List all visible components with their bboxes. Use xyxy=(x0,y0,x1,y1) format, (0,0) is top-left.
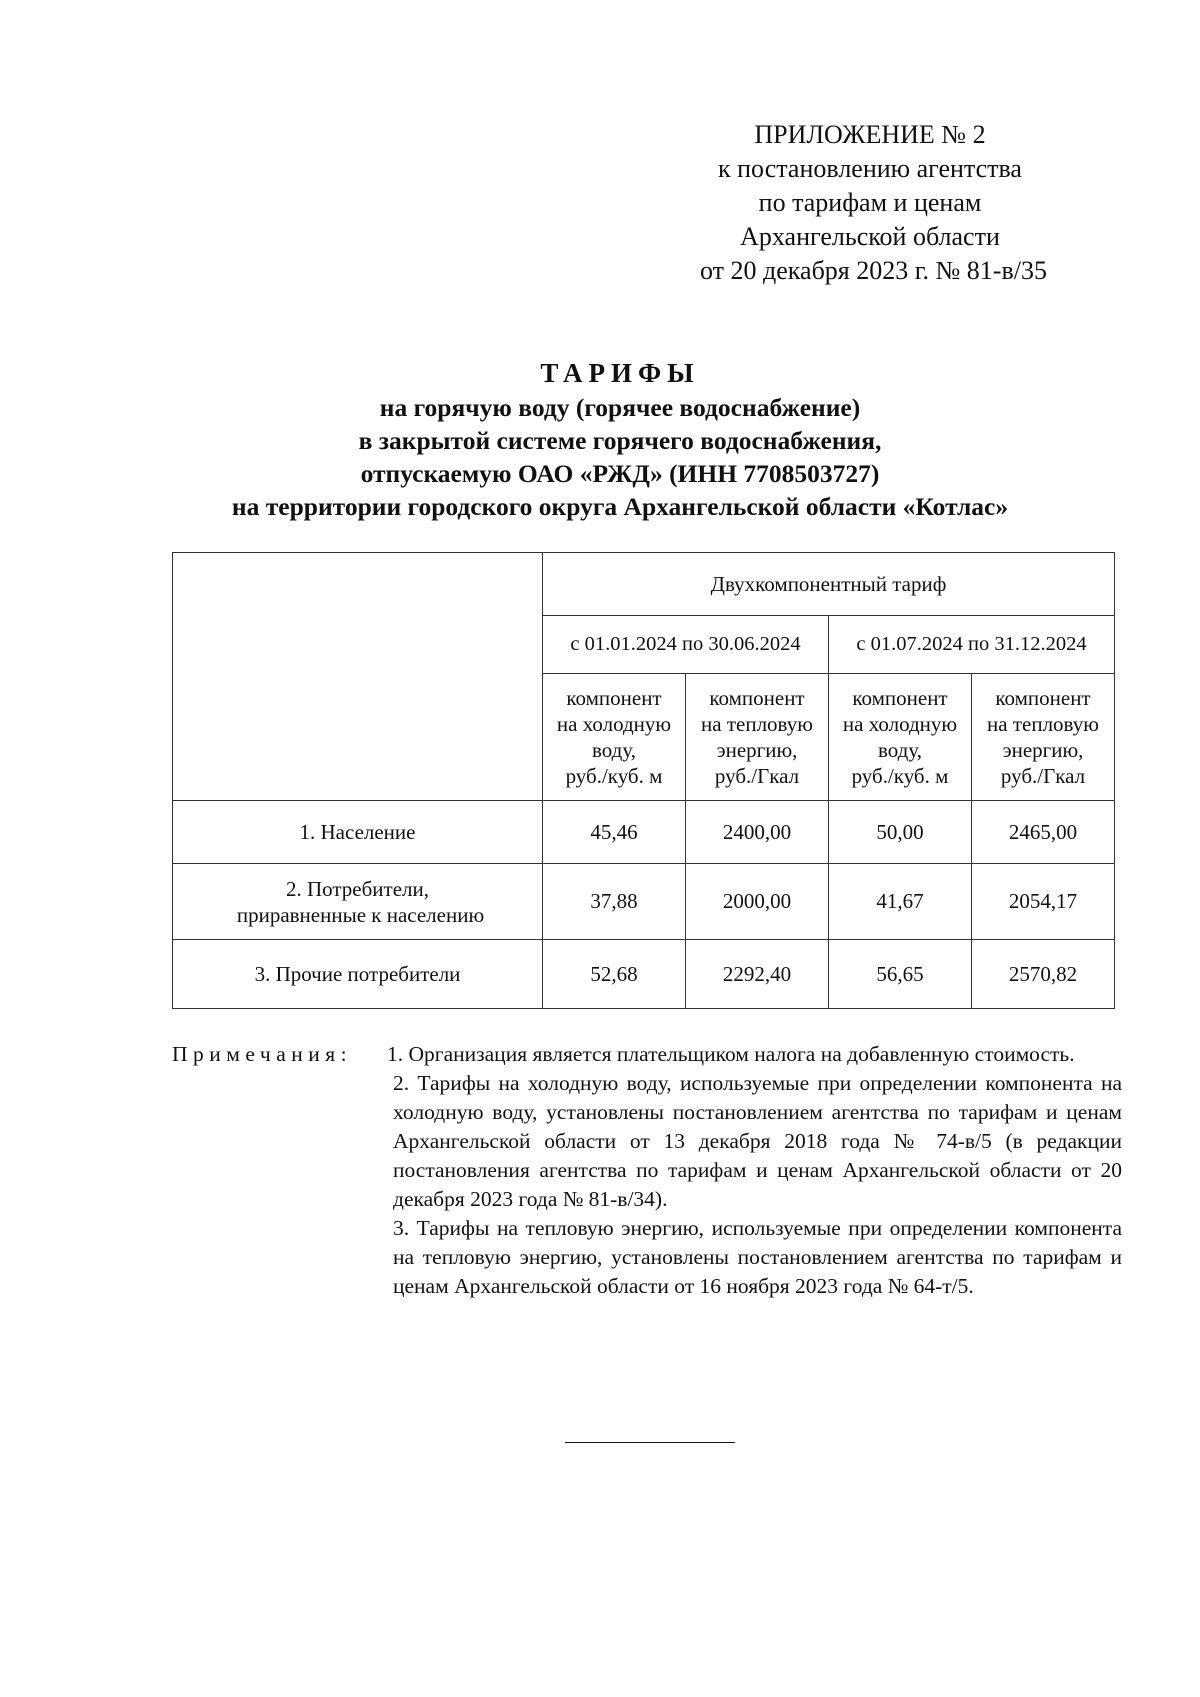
value-cell: 2000,00 xyxy=(686,864,829,940)
value-cell: 2054,17 xyxy=(972,864,1115,940)
value-cell: 52,68 xyxy=(543,940,686,1009)
component-header-line: энергию, xyxy=(716,738,798,762)
table-row xyxy=(173,801,1115,864)
component-header-line: компонент xyxy=(709,686,805,710)
component-header-line: на тепловую xyxy=(701,712,813,736)
row-label-line: 3. Прочие потребители xyxy=(254,962,461,986)
title-line: на горячую воду (горячее водоснабжение) xyxy=(379,393,861,422)
table-row xyxy=(173,864,1115,940)
table-corner-cell xyxy=(173,553,543,801)
title-line: отпускаемую ОАО «РЖД» (ИНН 7708503727) xyxy=(360,459,880,488)
note-item: 1. Организация является плательщиком налога на добавленную стоимость. xyxy=(387,1042,1075,1066)
value-cell: 37,88 xyxy=(543,864,686,940)
note-item: 2. Тарифы на холодную воду, используемые при определении компонента на холодную воду, установлены постановлением агентства по тарифам и ценам Архангельской области от 13 декабря 2018 года № 74-в/5 (в редакции постановления агентства по тарифам и ценам Архангельской области от 20 декабря 2023 года № 81-в/34). xyxy=(393,1071,1122,1211)
table-header-row xyxy=(173,553,1115,616)
value-cell: 41,67 xyxy=(829,864,972,940)
value-cell: 2400,00 xyxy=(686,801,829,864)
appendix-date-number: от 20 декабря 2023 г. № 81-в/35 xyxy=(700,256,1047,285)
appendix-reference-line: Архангельской области xyxy=(740,222,1000,251)
title-main: ТАРИФЫ xyxy=(540,358,700,388)
closing-divider xyxy=(565,1442,735,1443)
title-line: на территории городского округа Архангельской области «Котлас» xyxy=(231,492,1009,521)
period-header-cell: с 01.07.2024 по 31.12.2024 xyxy=(829,616,1115,674)
component-header-line: на холодную xyxy=(556,712,672,736)
component-header-line: воду, xyxy=(592,738,636,762)
component-header-cell xyxy=(543,674,686,801)
row-label-cell xyxy=(173,940,543,1009)
component-header-line: воду, xyxy=(878,738,922,762)
row-label-cell xyxy=(173,864,543,940)
value-cell: 2292,40 xyxy=(686,940,829,1009)
component-header-line: на тепловую xyxy=(987,712,1099,736)
component-header-cell xyxy=(829,674,972,801)
document-title xyxy=(120,355,1120,523)
table-row xyxy=(173,940,1115,1009)
appendix-header xyxy=(700,118,1047,288)
component-header-line: руб./Гкал xyxy=(1000,764,1086,788)
row-label-line: 1. Население xyxy=(299,820,416,844)
value-cell: 45,46 xyxy=(543,801,686,864)
row-label-line: приравненные к населению xyxy=(236,902,485,927)
appendix-reference-line: к постановлению агентства xyxy=(718,154,1022,183)
value-cell: 2570,82 xyxy=(972,940,1115,1009)
value-cell: 56,65 xyxy=(829,940,972,1009)
tariff-table xyxy=(172,552,1115,1009)
component-header-cell xyxy=(686,674,829,801)
component-header-line: на холодную xyxy=(842,712,958,736)
period-header-cell: с 01.01.2024 по 30.06.2024 xyxy=(543,616,829,674)
value-cell: 2465,00 xyxy=(972,801,1115,864)
note-item: 3. Тарифы на тепловую энергию, используемые при определении компонента на тепловую энергию, установлены постановлением агентства по тарифам и ценам Архангельской области от 16 ноября 2023 года № 64-т/5. xyxy=(393,1216,1122,1298)
appendix-reference-line: по тарифам и ценам xyxy=(758,188,982,217)
notes-list xyxy=(387,1040,1122,1301)
title-line: в закрытой системе горячего водоснабжения, xyxy=(358,426,882,455)
component-header-line: руб./куб. м xyxy=(565,764,663,788)
component-header-cell xyxy=(972,674,1115,801)
row-label-cell xyxy=(173,801,543,864)
appendix-number: ПРИЛОЖЕНИЕ № 2 xyxy=(754,120,986,149)
component-header-line: руб./Гкал xyxy=(714,764,800,788)
component-header-line: энергию, xyxy=(1002,738,1084,762)
component-header-line: компонент xyxy=(995,686,1091,710)
group-header-cell: Двухкомпонентный тариф xyxy=(543,553,1115,616)
row-label-line: 2. Потребители, xyxy=(285,876,430,901)
component-header-line: компонент xyxy=(852,686,948,710)
component-header-line: руб./куб. м xyxy=(851,764,949,788)
component-header-line: компонент xyxy=(566,686,662,710)
value-cell: 50,00 xyxy=(829,801,972,864)
notes-label: Примечания: xyxy=(172,1042,353,1066)
